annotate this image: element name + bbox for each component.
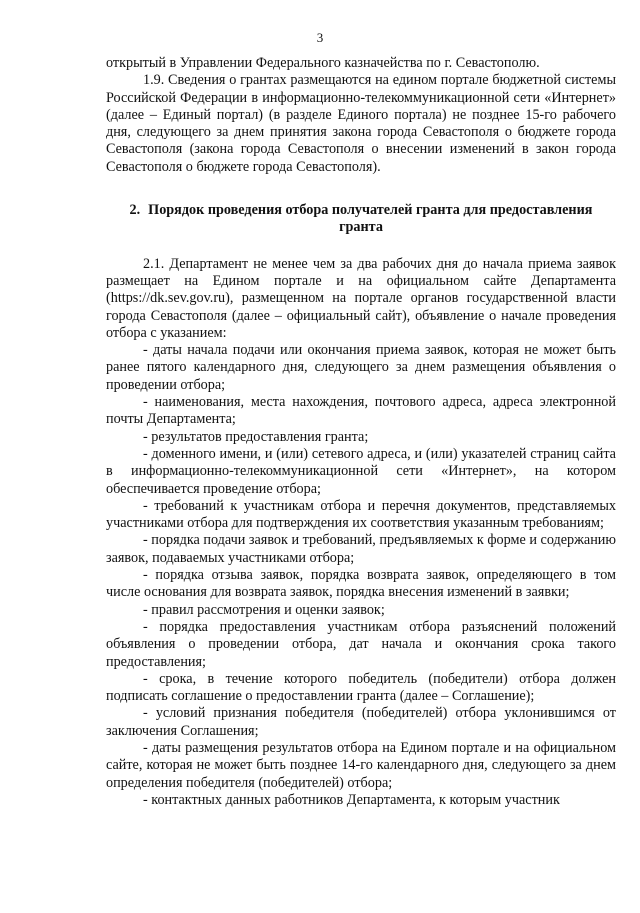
paragraph-continuation: открытый в Управлении Федерального казначейства по г. Севастополю. [106, 55, 540, 71]
list-item: - условий признания победителя (победителей) отбора уклонившимся от заключения Соглашения; [106, 705, 616, 739]
paragraph-1-9: 1.9. Сведения о грантах размещаются на едином портале бюджетной системы Российской Федерации в информационно-телекоммуникационной сети «Интернет» (далее – Единый портал) (в разделе Единого портала) не позднее 15-го рабочего дня, следующего за днем принятия закона города Севастополя о бюджете города Севастополя (закона города Севастополя о внесении изменений в закон города Севастополя о бюджете города Севастополя). [106, 72, 616, 175]
section-number: 2. [129, 202, 141, 219]
list-item: - даты начала подачи или окончания приема заявок, которая не может быть ранее пятого календарного дня, следующего за днем размещения объявления о проведении отбора; [106, 342, 616, 393]
list-item: - требований к участникам отбора и перечня документов, представляемых участниками отбора для подтверждения их соответствия указанным требованиям; [106, 497, 616, 532]
list-item: - результатов предоставления гранта; [143, 428, 369, 445]
list-item: - доменного имени, и (или) сетевого адреса, и (или) указателей страниц сайта в информационно-телекоммуникационной сети «Интернет», на котором обеспечивается проведение отбора; [106, 445, 616, 497]
list-item: - срока, в течение которого победитель (победители) отбора должен подписать соглашение о предоставлении гранта (далее – Соглашение); [106, 670, 616, 705]
section-title: Порядок проведения отбора получателей гранта для предоставления гранта [148, 202, 593, 236]
list-item: - наименования, места нахождения, почтового адреса, адреса электронной почты Департамента; [106, 394, 616, 428]
list-item: - даты размещения результатов отбора на Едином портале и на официальном сайте, которая не может быть позднее 14-го календарного дня, следующего за днем определения победителя (победителей) отбора; [106, 739, 616, 791]
list-item: - порядка отзыва заявок, порядка возврата заявок, определяющего в том числе основания для возврата заявок, порядка внесения изменений в заявки; [106, 567, 616, 601]
paragraph-2-1: 2.1. Департамент не менее чем за два рабочих дня до начала приема заявок размещает на Едином портале и на официальном сайте Департамента (https://dk.sev.gov.ru), размещенном на портале органов государственной власти города Севастополя (далее – официальный сайт), объявление о начале проведения отбора с указанием: [106, 255, 616, 341]
section-heading [106, 202, 616, 237]
page-number: 3 [316, 30, 324, 45]
list-item: - порядка предоставления участникам отбора разъяснений положений объявления о проведении отбора, дат начала и окончания срока такого предоставления; [106, 618, 616, 670]
list-item: - порядка подачи заявок и требований, предъявляемых к форме и содержанию заявок, подаваемых участниками отбора; [106, 532, 616, 566]
document-body [106, 55, 616, 809]
list-item: - правил рассмотрения и оценки заявок; [143, 601, 385, 618]
list-item: - контактных данных работников Департамента, к которым участник [143, 791, 560, 808]
